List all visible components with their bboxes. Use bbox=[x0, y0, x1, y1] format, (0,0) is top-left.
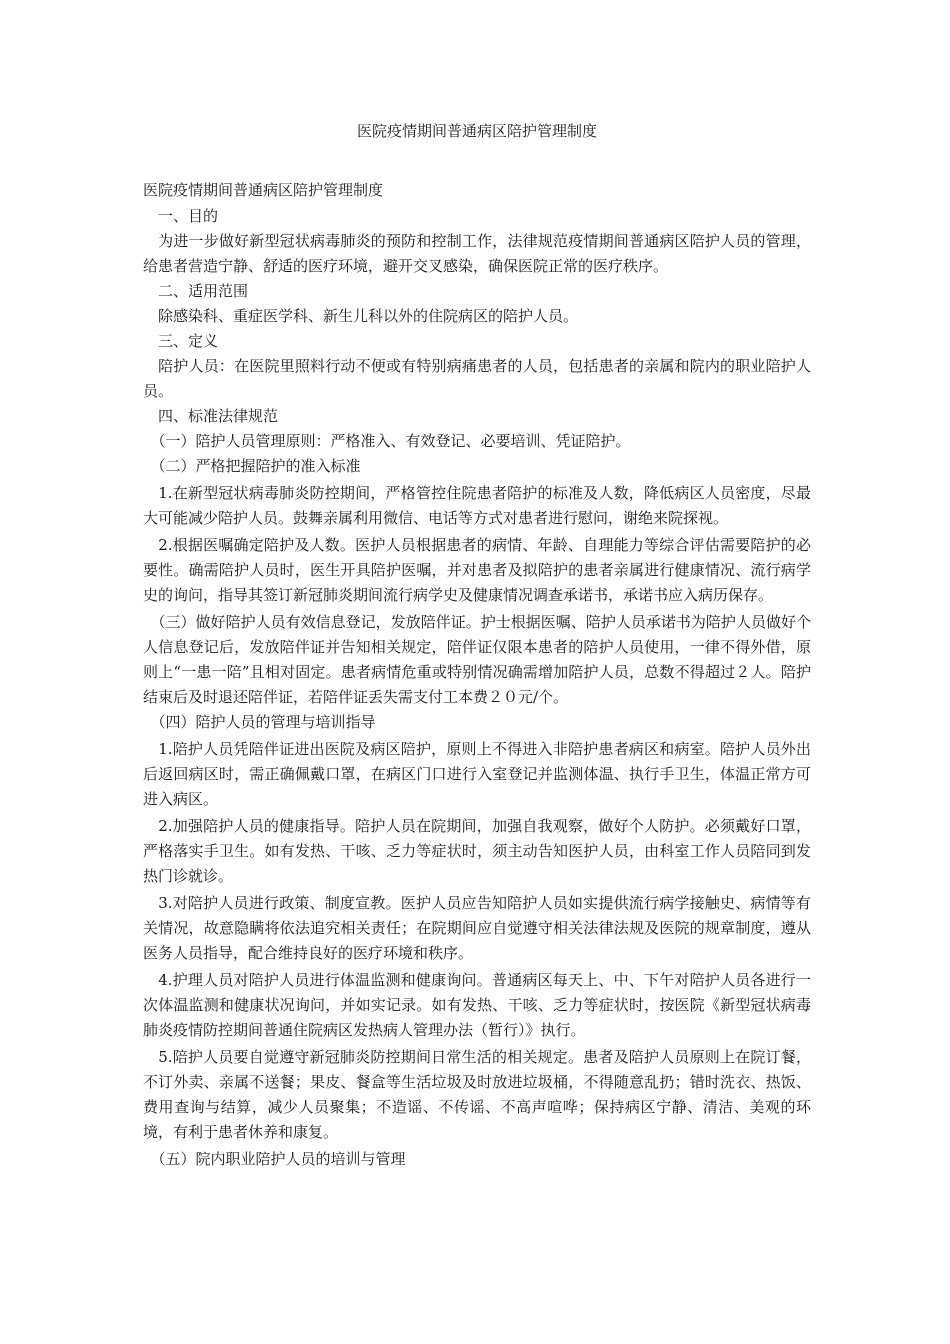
section-heading-scope: 二、适用范围 bbox=[143, 282, 249, 300]
document-page bbox=[143, 120, 811, 1172]
paragraph-scope: 除感染科、重症医学科、新生儿科以外的住院病区的陪护人员。 bbox=[143, 307, 579, 325]
paragraph-registration: （三）做好陪护人员有效信息登记，发放陪伴证。护士根据医嘱、陪护人员承诺书为陪护人员做好个人信息登记后，发放陪伴证并告知相关规定，陪伴证仅限本患者的陪护人员使用，一律不得外借，原则上“一患一陪”且相对固定。患者病情危重或特别情况确需增加陪护人员，总数不得超过２人。陪护结束后及时退还陪伴证，若陪伴证丢失需支付工本费２０元/个。 bbox=[143, 613, 811, 706]
paragraph-management-1: 1.陪护人员凭陪伴证进出医院及病区陪护，原则上不得进入非陪护患者病区和病室。陪护人员外出后返回病区时，需正确佩戴口罩，在病区门口进行入室登记并监测体温、执行手卫生，体温正常方可进入病区。 bbox=[143, 740, 811, 808]
paragraph-management-2: 2.加强陪护人员的健康指导。陪护人员在院期间，加强自我观察，做好个人防护。必须戴好口罩，严格落实手卫生。如有发热、干咳、乏力等症状时，须主动告知医护人员，由科室工作人员陪同到发热门诊就诊。 bbox=[143, 817, 811, 885]
subsection-heading-training: （五）院内职业陪护人员的培训与管理 bbox=[143, 1150, 406, 1168]
paragraph-admission-2: 2.根据医嘱确定陪护及人数。医护人员根据患者的病情、年龄、自理能力等综合评估需要陪护的必要性。确需陪护人员时，医生开具陪护医嘱，并对患者及拟陪护的患者亲属进行健康情况、流行病学史的询问，指导其签订新冠肺炎期间流行病学史及健康情况调查承诺书，承诺书应入病历保存。 bbox=[143, 536, 811, 604]
section-heading-purpose: 一、目的 bbox=[143, 207, 219, 225]
paragraph-purpose: 为进一步做好新型冠状病毒肺炎的预防和控制工作，法律规范疫情期间普通病区陪护人员的管理，给患者营造宁静、舒适的医疗环境，避开交叉感染，确保医院正常的医疗秩序。 bbox=[143, 232, 811, 275]
paragraph-management-4: 4.护理人员对陪护人员进行体温监测和健康询问。普通病区每天上、中、下午对陪护人员各进行一次体温监测和健康状况询问，并如实记录。如有发热、干咳、乏力等症状时，按医院《新型冠状病毒肺炎疫情防控期间普通住院病区发热病人管理办法（暂行）》执行。 bbox=[143, 971, 811, 1039]
paragraph-definition: 陪护人员：在医院里照料行动不便或有特别病痛患者的人员，包括患者的亲属和院内的职业陪护人员。 bbox=[143, 357, 811, 400]
subsection-heading-management: （四）陪护人员的管理与培训指导 bbox=[143, 713, 376, 731]
paragraph-principle: （一）陪护人员管理原则：严格准入、有效登记、必要培训、凭证陪护。 bbox=[143, 432, 631, 450]
paragraph-management-5: 5.陪护人员要自觉遵守新冠肺炎防控期间日常生活的相关规定。患者及陪护人员原则上在院订餐，不订外卖、亲属不送餐；果皮、餐盒等生活垃圾及时放进垃圾桶，不得随意乱扔；错时洗衣、热饭、费用查询与结算，减少人员聚集；不造谣、不传谣、不高声喧哗；保持病区宁静、清洁、美观的环境，有利于患者休养和康复。 bbox=[143, 1048, 811, 1141]
document-header-title: 医院疫情期间普通病区陪护管理制度 bbox=[356, 122, 597, 140]
section-heading-standards: 四、标准法律规范 bbox=[143, 407, 279, 425]
subsection-heading-admission: （二）严格把握陪护的准入标准 bbox=[143, 457, 361, 475]
document-title-line: 医院疫情期间普通病区陪护管理制度 bbox=[143, 181, 384, 199]
section-heading-definition: 三、定义 bbox=[143, 332, 219, 350]
paragraph-admission-1: 1.在新型冠状病毒肺炎防控期间，严格管控住院患者陪护的标准及人数，降低病区人员密度，尽最大可能减少陪护人员。鼓舞亲属利用微信、电话等方式对患者进行慰问，谢绝来院探视。 bbox=[143, 484, 811, 527]
paragraph-management-3: 3.对陪护人员进行政策、制度宣教。医护人员应告知陪护人员如实提供流行病学接触史、病情等有关情况，故意隐瞒将依法追究相关责任；在院期间应自觉遵守相关法律法规及医院的规章制度，遵从医务人员指导，配合维持良好的医疗环境和秩序。 bbox=[143, 894, 811, 962]
